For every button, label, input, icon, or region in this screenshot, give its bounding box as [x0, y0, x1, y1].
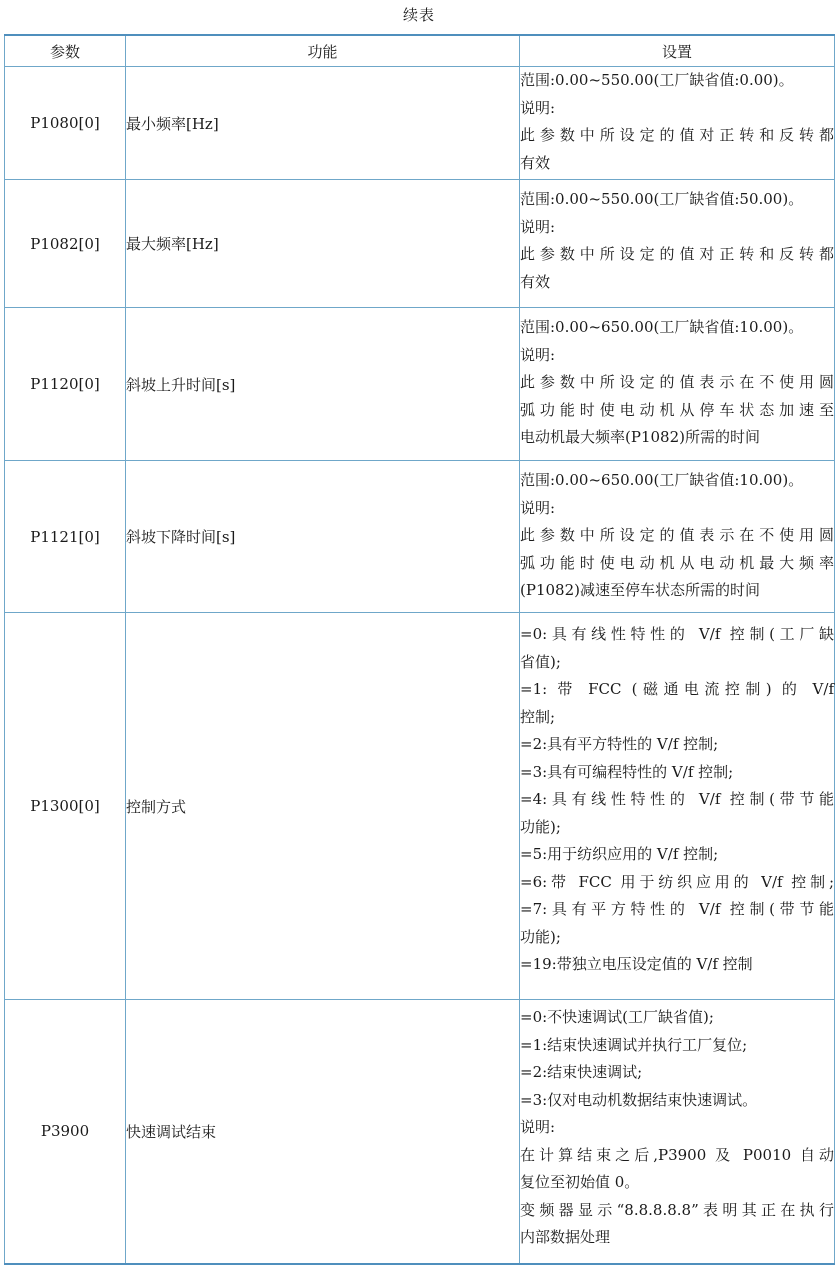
setting-line: 有效 [520, 153, 551, 172]
setting-line: 范围:0.00~550.00(工厂缺省值:50.00)。 [520, 190, 804, 208]
setting-line: =4:具有线性特性的 V/f 控制(带节能 [520, 790, 834, 808]
setting-line: 内部数据处理 [520, 1228, 611, 1246]
setting-line: 说明: [520, 217, 556, 236]
setting-line: 范围:0.00~650.00(工厂缺省值:10.00)。 [520, 318, 804, 336]
param-function: 斜坡上升时间[s] [126, 308, 520, 461]
param-code: P1300[0] [5, 613, 126, 1000]
setting-line: 省值); [520, 652, 561, 671]
setting-line: 此参数中所设定的值表示在不使用圆 [520, 373, 834, 391]
header-param: 参数 [5, 35, 126, 67]
param-setting [520, 308, 835, 461]
setting-line: 弧功能时使电动机从停车状态加速至 [520, 400, 834, 419]
param-setting [520, 67, 835, 180]
table-row [5, 308, 835, 461]
setting-line: =0:不快速调试(工厂缺省值); [520, 1008, 714, 1026]
param-code: P1080[0] [5, 67, 126, 180]
setting-line: =19:带独立电压设定值的 V/f 控制 [520, 955, 753, 973]
param-setting [520, 1000, 835, 1264]
setting-line: 说明: [520, 345, 556, 364]
param-code: P1121[0] [5, 461, 126, 613]
table-header-row [5, 35, 835, 67]
param-setting [520, 461, 835, 613]
setting-line: =2:结束快速调试; [520, 1063, 643, 1081]
table-row [5, 67, 835, 180]
param-code: P1082[0] [5, 180, 126, 308]
param-function: 控制方式 [126, 613, 520, 1000]
setting-line: 范围:0.00~550.00(工厂缺省值:0.00)。 [520, 71, 794, 89]
table-row [5, 1000, 835, 1264]
setting-line: =1: 带 FCC (磁通电流控制) 的 V/f [520, 680, 834, 698]
header-setting: 设置 [520, 35, 835, 67]
header-function: 功能 [126, 35, 520, 67]
setting-line: =3:仅对电动机数据结束快速调试。 [520, 1090, 758, 1109]
param-function: 最小频率[Hz] [126, 67, 520, 180]
parameter-table [4, 34, 835, 1265]
setting-line: =0:具有线性特性的 V/f 控制(工厂缺 [520, 625, 834, 643]
setting-line: =1:结束快速调试并执行工厂复位; [520, 1035, 748, 1054]
param-function: 斜坡下降时间[s] [126, 461, 520, 613]
setting-line: 此参数中所设定的值表示在不使用圆 [520, 526, 834, 544]
table-row [5, 461, 835, 613]
setting-line: =5:用于纺织应用的 V/f 控制; [520, 845, 719, 863]
setting-line: 控制; [520, 707, 556, 726]
setting-line: =7:具有平方特性的 V/f 控制(带节能 [520, 900, 834, 918]
setting-line: 复位至初始值 0。 [520, 1173, 640, 1191]
setting-line: 此参数中所设定的值对正转和反转都 [520, 126, 834, 144]
setting-line: 在计算结束之后,P3900 及 P0010 自动 [520, 1145, 834, 1164]
setting-line: 范围:0.00~650.00(工厂缺省值:10.00)。 [520, 471, 804, 489]
setting-line: 说明: [520, 1118, 556, 1136]
setting-line: 有效 [520, 272, 551, 291]
param-code: P3900 [5, 1000, 126, 1264]
param-code: P1120[0] [5, 308, 126, 461]
table-row [5, 613, 835, 1000]
setting-line: 此参数中所设定的值对正转和反转都 [520, 245, 834, 263]
setting-line: 功能); [520, 817, 561, 836]
setting-line: =6:带 FCC 用于纺织应用的 V/f 控制; [520, 872, 834, 891]
setting-line: (P1082)减速至停车状态所需的时间 [520, 581, 760, 599]
param-function: 快速调试结束 [126, 1000, 520, 1264]
setting-line: 电动机最大频率(P1082)所需的时间 [520, 428, 760, 446]
table-caption: 续表 [402, 6, 435, 24]
setting-line: 功能); [520, 927, 561, 946]
setting-line: 弧功能时使电动机从电动机最大频率 [520, 553, 834, 572]
param-setting [520, 613, 835, 1000]
param-setting [520, 180, 835, 308]
param-function: 最大频率[Hz] [126, 180, 520, 308]
setting-line: 说明: [520, 498, 556, 517]
setting-line: =2:具有平方特性的 V/f 控制; [520, 735, 719, 753]
table-row [5, 180, 835, 308]
setting-line: =3:具有可编程特性的 V/f 控制; [520, 762, 734, 781]
setting-line: 说明: [520, 98, 556, 117]
setting-line: 变频器显示“8.8.8.8.8”表明其正在执行 [520, 1200, 834, 1219]
